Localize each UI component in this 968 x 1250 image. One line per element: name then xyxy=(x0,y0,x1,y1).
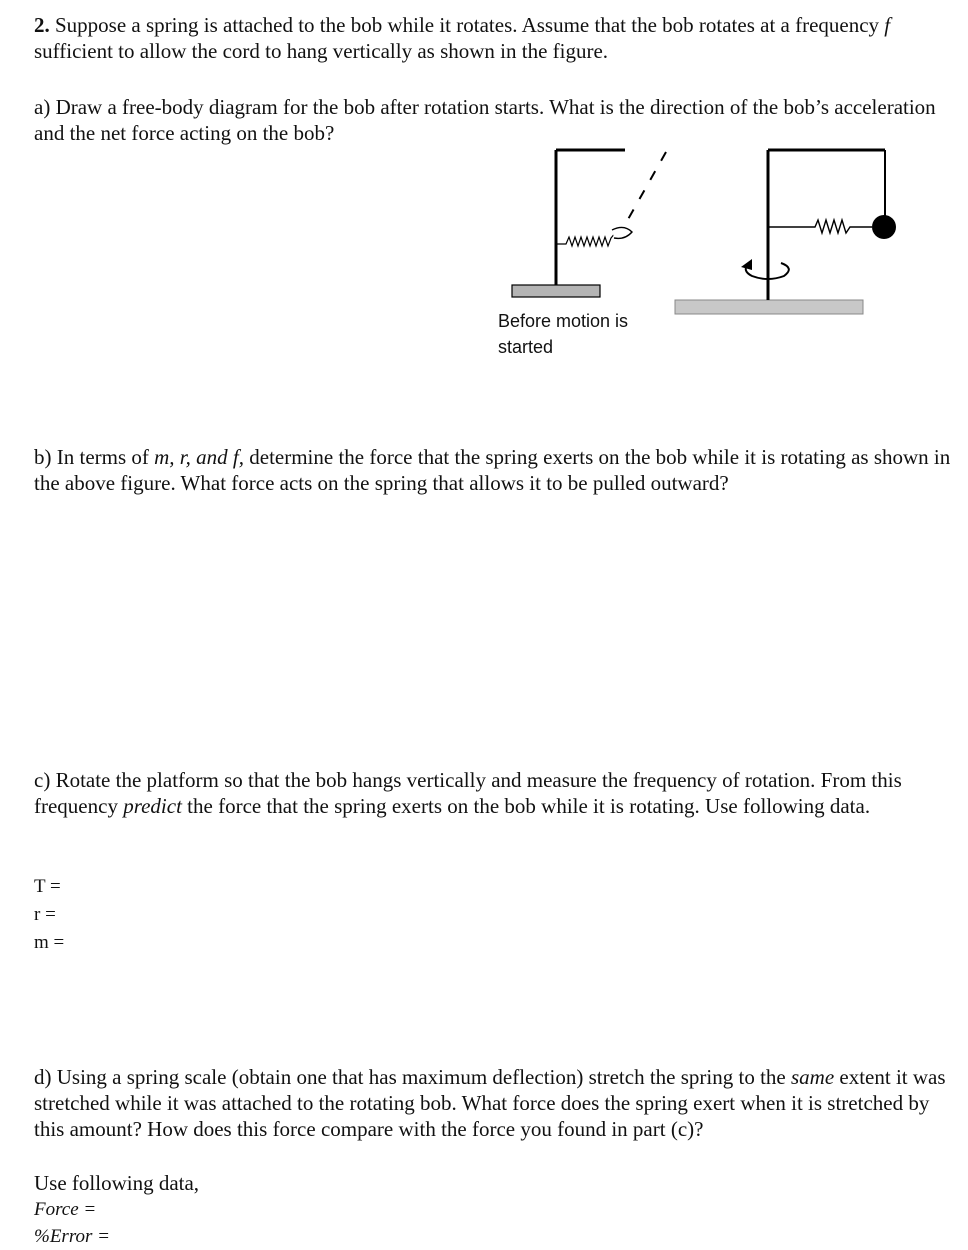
part-c-pre: c) Rotate the platform so that the bob hangs vertically and measure the frequency of rotation. From this frequency xyxy=(34,768,902,818)
question-intro-f: f xyxy=(884,13,891,37)
force-label: Force = xyxy=(34,1199,97,1220)
part-d-pre: d) Using a spring scale (obtain one that has maximum deflection) stretch the spring to the xyxy=(34,1065,791,1089)
part-c-post: the force that the spring exerts on the bob while it is rotating. Use following data. xyxy=(181,794,871,818)
data-line-mass: m = xyxy=(34,932,65,953)
question-number: 2. xyxy=(34,13,50,37)
left-figure-caption-line2: started xyxy=(498,337,554,357)
part-d-post: extent it was stretched while it was attached to the rotating bob. What force does the spring exert when it is stretched by this amount? How does this force compare with the force you found in part (c)? xyxy=(34,1065,946,1141)
part-b-text xyxy=(34,444,954,496)
part-b-pre: b) In terms of xyxy=(34,445,155,469)
rotation-arrowhead-icon xyxy=(741,259,752,270)
part-d-use-data: Use following data, xyxy=(34,1171,200,1195)
right-spring-coil xyxy=(768,220,872,233)
error-label: %Error = xyxy=(34,1226,110,1247)
right-apparatus xyxy=(675,150,896,314)
part-b-vars: m, r, and f, xyxy=(154,445,244,469)
part-c-text xyxy=(34,767,954,819)
left-spring-coil xyxy=(556,232,616,246)
part-a-text: a) Draw a free-body diagram for the bob after rotation starts. What is the direction of the bob’s acceleration and the net force acting on the bob? xyxy=(34,95,936,145)
question-intro-text: Suppose a spring is attached to the bob while it rotates. Assume that the bob rotates at a frequency xyxy=(55,13,885,37)
data-line-radius: r = xyxy=(34,904,56,925)
part-d-text xyxy=(34,1064,954,1142)
left-dashed-cord xyxy=(622,152,666,230)
data-line-period: T = xyxy=(34,876,61,897)
question-intro-tail: sufficient to allow the cord to hang vertically as shown in the figure. xyxy=(34,39,609,63)
left-figure-caption-line1: Before motion is xyxy=(498,311,629,331)
part-c-predict: predict xyxy=(123,794,182,818)
part-b-post: determine the force that the spring exerts on the bob while it is rotating as shown in the above figure. What force acts on the spring that allows it to be pulled outward? xyxy=(34,445,951,495)
part-d-same: same xyxy=(790,1065,835,1089)
left-hanging-bob-outline xyxy=(612,227,632,238)
right-bob xyxy=(872,215,896,239)
left-base-platform xyxy=(512,285,600,297)
right-base-platform xyxy=(675,300,863,314)
left-apparatus xyxy=(512,150,666,297)
